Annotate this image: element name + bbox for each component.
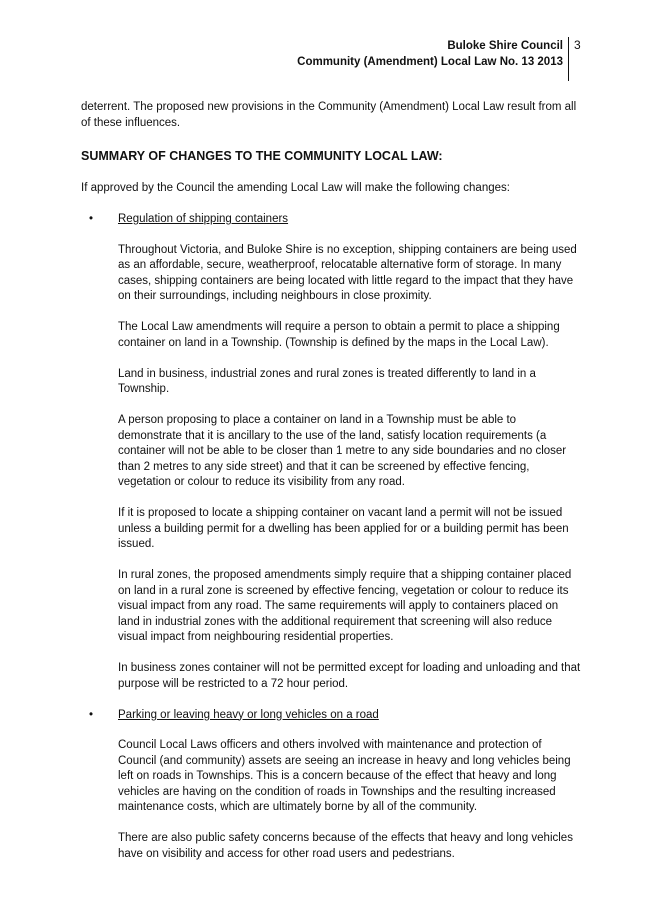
bullet-item-shipping-containers [81,212,581,228]
paragraph: If it is proposed to locate a shipping container on vacant land a permit will not be issued unless a building permit for a dwelling has been applied for or a building permit has been issued. [118,507,569,550]
page-header [297,38,563,70]
header-council-name: Buloke Shire Council [447,40,563,52]
bullet-title: Parking or leaving heavy or long vehicles on a road [118,708,379,721]
paragraph: Land in business, industrial zones and rural zones is treated differently to land in a Township. [118,367,536,395]
bullet-icon: • [89,213,94,225]
bullet-title: Regulation of shipping containers [118,213,289,225]
lead-paragraph: If approved by the Council the amending Local Law will make the following changes: [81,181,510,194]
paragraph: In rural zones, the proposed amendments simply require that a shipping container placed on land in a rural zone is screened by effective fencing, vegetation or colour to reduce its visual impact from any road. The same requirements will apply to containers placed on land in industrial zones with the additional requirement that screening will also reduce visual impact from neighbouring residential properties. [118,569,572,643]
intro-paragraph: deterrent. The proposed new provisions in the Community (Amendment) Local Law result from all of these influences. [81,101,577,129]
paragraph: A person proposing to place a container on land in a Township must be able to demonstrate that it is ancillary to the use of the land, satisfy location requirements (a container will not be able to be closer than 1 metre to any side boundaries and no closer than 2 metres to any side street) and that it can be screened by effective fencing, vegetation or colour to reduce its visibility from any road. [118,414,567,488]
section-heading: SUMMARY OF CHANGES TO THE COMMUNITY LOCAL LAW: [81,149,443,163]
header-document-title: Community (Amendment) Local Law No. 13 2013 [297,56,563,68]
paragraph: Throughout Victoria, and Buloke Shire is no exception, shipping containers are being used as an affordable, secure, weatherproof, relocatable alternative form of storage. In many cases, shipping containers are being located with little regard to the impact that they have on their surroundings, including neighbours in close proximity. [118,243,577,302]
bullet-item-heavy-vehicles [81,708,581,724]
paragraph: Council Local Laws officers and others involved with maintenance and protection of Council (and community) assets are seeing an increase in heavy and long vehicles being left on roads in Townships. This is a concern because of the effect that heavy and long vehicles are having on the condition of roads in Townships and the resulting increased maintenance costs, which are ultimately borne by all of the community. [118,739,571,813]
paragraph: The Local Law amendments will require a person to obtain a permit to place a shipping container on land in a Township. (Township is defined by the maps in the Local Law). [118,321,560,349]
bullet-icon: • [89,708,94,721]
document-body [81,100,581,878]
page-number: 3 [568,37,581,81]
paragraph: There are also public safety concerns because of the effects that heavy and long vehicles have on visibility and access for other road users and pedestrians. [118,832,573,860]
paragraph: In business zones container will not be permitted except for loading and unloading and that purpose will be restricted to a 72 hour period. [118,662,581,690]
